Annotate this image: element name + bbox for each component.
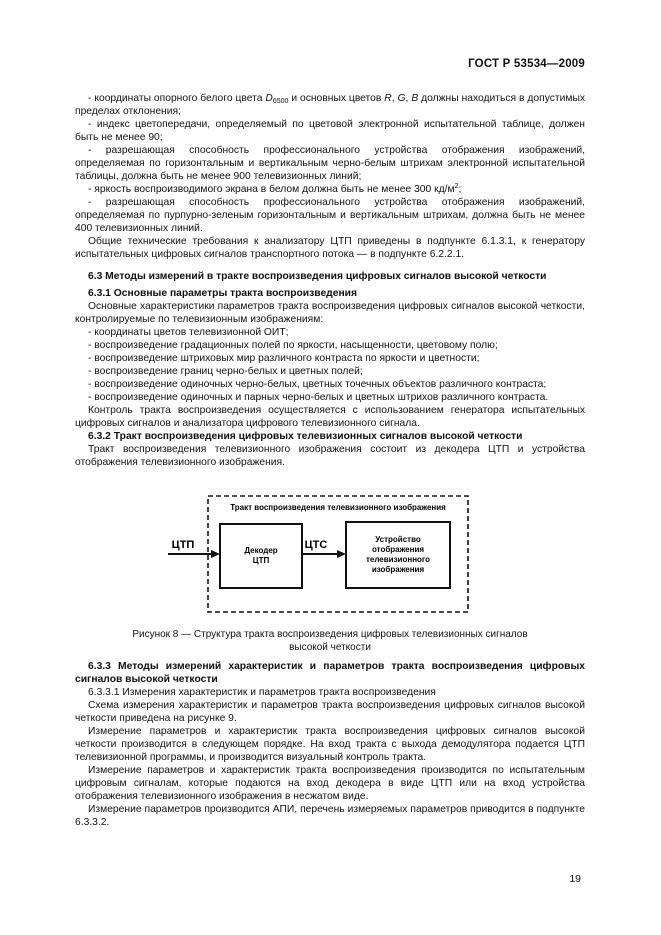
paragraph: Схема измерения характеристик и параметров тракта воспроизведения цифровых сигналов высокой четкости приведена на рисунке 9. bbox=[75, 700, 585, 724]
outer-frame-title: Тракт воспроизведения телевизионного изображения bbox=[230, 503, 446, 512]
paragraph: Общие технические требования к анализатору ЦТП приведены в подпункте 6.1.3.1, к генератору испытательных цифровых сигналов транспортного потока — в подпункте 6.2.2.1. bbox=[75, 236, 585, 260]
caption-line: высокой четкости bbox=[289, 642, 371, 653]
main-text-block bbox=[75, 92, 585, 469]
decoder-block bbox=[220, 524, 302, 588]
list-item: - воспроизведение одиночных черно-белых, цветных точечных объектов различного контраста; bbox=[88, 379, 547, 390]
paragraph: Тракт воспроизведения телевизионного изображения состоит из декодера ЦТП и устройства отображения телевизионного изображения. bbox=[75, 444, 585, 468]
paragraph: Основные характеристики параметров тракта воспроизведения цифровых сигналов высокой четкости, контролируемые по телевизионным изображениям: bbox=[75, 301, 585, 325]
decoder-label: ЦТП bbox=[252, 556, 270, 565]
display-label: телевизионного bbox=[365, 555, 431, 564]
list-item: - воспроизведение штриховых мир различного контраста по яркости и цветности; bbox=[88, 353, 480, 364]
document-header: ГОСТ Р 53534—2009 bbox=[468, 58, 585, 70]
section-heading: 6.3 Методы измерений в тракте воспроизведения цифровых сигналов высокой четкости bbox=[88, 271, 547, 282]
display-label: Устройство bbox=[375, 535, 421, 544]
caption-line: Рисунок 8 — Структура тракта воспроизведения цифровых телевизионных сигналов bbox=[132, 629, 528, 640]
list-item: - разрешающая способность профессионального устройства отображения изображений, определяемая по пурпурно-зеленым горизонтальным и вертикальным штрихам, должна быть не менее 400 телевизионных линий. bbox=[75, 197, 585, 234]
input-arrowhead bbox=[211, 550, 220, 558]
list-item: - индекс цветопередачи, определяемый по цветовой электронной испытательной таблице, должен быть не менее 90; bbox=[75, 119, 585, 143]
display-label: отображения bbox=[371, 545, 425, 554]
list-item: - воспроизведение градационных полей по яркости, насыщенности, цветовому полю; bbox=[88, 340, 498, 351]
figure-caption bbox=[75, 628, 585, 654]
list-item: - разрешающая способность профессионального устройства отображения изображений, определяемая по горизонтальным и вертикальным черно-белым штрихам электронной испытательной таблицы, должна быть не менее 900 телевизионных линий; bbox=[75, 145, 585, 182]
page-number: 19 bbox=[569, 873, 581, 885]
link-arrowhead bbox=[337, 550, 346, 558]
link-label: ЦТС bbox=[304, 539, 328, 551]
display-block bbox=[346, 522, 450, 588]
subsection-heading: 6.3.3 Методы измерений характеристик и параметров тракта воспроизведения цифровых сигналов высокой четкости bbox=[75, 661, 585, 685]
subsection-heading: 6.3.1 Основные параметры тракта воспроизведения bbox=[88, 288, 358, 299]
list-item: - координаты цветов телевизионной ОИТ; bbox=[88, 327, 289, 338]
list-item: - яркость воспроизводимого экрана в белом должна быть не менее 300 $кд/м^2$; bbox=[88, 183, 462, 195]
decoder-label: Декодер bbox=[244, 546, 278, 555]
section-633-block bbox=[75, 660, 585, 829]
list-item: - воспроизведение одиночных и парных черно-белых и цветных штрихов различного контраста. bbox=[88, 392, 549, 403]
paragraph: Контроль тракта воспроизведения осуществляется с использованием генератора испытательных цифровых сигналов и анализатора цифрового телевизионного сигнала. bbox=[75, 405, 585, 429]
paragraph: Измерение параметров и характеристик тракта воспроизведения цифровых сигналов высокой четкости производится в следующем порядке. На вход тракта с выхода демодулятора подается ЦТП телевизионной программы, и производится визуальный контроль тракта. bbox=[75, 726, 585, 763]
outer-dashed-frame bbox=[208, 496, 468, 612]
list-item: - координаты опорного белого цвета $D_{6500}$ и основных цветов R, G, B должны находиться в допустимых пределах отклонения; bbox=[75, 93, 585, 117]
subsection-heading: 6.3.2 Тракт воспроизведения цифровых телевизионных сигналов высокой четкости bbox=[88, 431, 523, 442]
input-label: ЦТП bbox=[171, 539, 195, 551]
paragraph: 6.3.3.1 Измерения характеристик и параметров тракта воспроизведения bbox=[88, 687, 436, 698]
display-label: изображения bbox=[371, 565, 425, 574]
list-item: - воспроизведение границ черно-белых и цветных полей; bbox=[88, 366, 363, 377]
paragraph: Измерение параметров и характеристик тракта воспроизведения производится по испытательным цифровым сигналам, которые подаются на вход декодера в виде ЦТП или на вход устройства отображения телевизионного изображения в несжатом виде. bbox=[75, 765, 585, 802]
paragraph: Измерение параметров производится АПИ, перечень измеряемых параметров приводится в подпункте 6.3.3.2. bbox=[75, 804, 585, 828]
